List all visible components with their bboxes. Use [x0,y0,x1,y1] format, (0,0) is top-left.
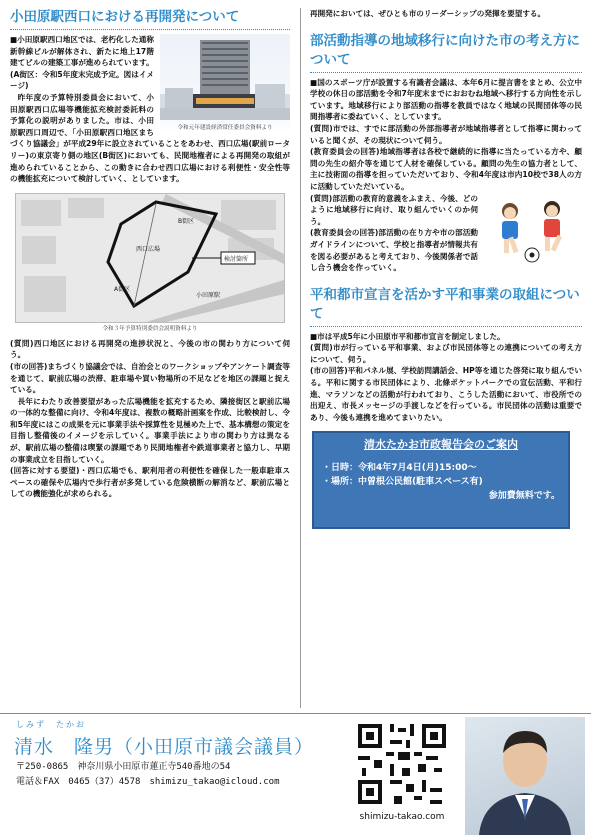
club-activity-heading: 部活動指導の地域移行に向けた市の考え方について [310,32,582,73]
redevelopment-heading: 小田原駅西口における再開発について [10,8,290,30]
councillor-name: 清水 隆男（小田原市議会議員） [14,736,315,758]
redevelopment-question: (質問)西口地区における再開発の進捗状況と、今後の市の関わり方について伺う。 [10,338,290,360]
map-label-station: 小田原駅 [196,291,221,299]
phone-email: 電話＆FAX 0465（37）4578 shimizu_takao@icloud.com [16,777,280,787]
soccer-kids-illustration [482,197,582,267]
club-question-2: (質問)部活動の教育的意義をふまえ、今後、どのように地域移行に向け、取り組んでいくのか伺う。 [310,193,478,226]
notice-fee: 参加費無料です。 [488,491,560,502]
map-label-plaza: 西口広場 [136,245,161,253]
peace-answer: (市の回答)平和パネル展、学校訪問講話会、HP等を通じた啓発に取り組んでいる。平和に関する市民団体により、北條ポケットパークでの宣伝活動、平和行進、マラソンなどの活動が行われており、こうした活動において、市役所での出迎え、市長メッセージの手渡しなどを行っている。市民団体の活動は重要であり、今後も連携を進めてまいりたい。 [310,366,582,422]
footer [0,713,591,838]
club-answer-2: (教育委員会の回答)部活動の在り方や市の部活動ガイドラインについて、学校と指導者が情報共有を図る必要があると考えており、今後関係者で話し合う機会を作っていく。 [310,228,478,273]
report-meeting-notice [312,431,570,529]
map-label-a-block: A街区 [114,285,131,293]
redevelopment-budget-text: 昨年度の予算特別委員会において、小田原駅西口広場等機能拡充検討委託料の予算化の説明がありました。市は、小田原駅西口周辺で、「小田原駅西口地区まちづくり協議会」が平成29年に設立されていることをあわせ、西口広場(駅前ロータリー)の東京寄り側の地区(B街区)においても、民間地権者による再開発の取組が進められていることから、この動きに合わせ西口広場における利便性・安全性等の機能拡充について検討していく、としています。 [10,92,290,184]
redevelopment-intro: ■小田原駅西口地区では、老朽化した通称新幹線ビルが解体され、新たに地上17階建てビルの建築工事が進められています。 [10,35,154,68]
building-rendering-image [160,34,290,129]
councillor-portrait [465,717,585,835]
club-answer-1: (教育委員会の回答)地域指導者は各校で継続的に指導に当たっている方や、顧問の先生の紹介等を通じて人材を確保している。顧問の先生の協力者として、主に技術面の指導を担っていただいており、令和4年度は市内10校で38人の方に活動していただいている。 [310,147,582,191]
peace-intro: ■市は平成5年に小田原市平和都市宣言を制定しました。 [310,331,505,341]
map-label-study-area: 検討箇所 [224,255,249,263]
name-reading: しみず たかお [16,720,86,729]
redevelopment-answer-detail: 長年にわたり改善要望があった広場機能を拡充するため、隣接街区と駅前広場の一体的な整備に向け、令和4年度は、複数の概略計画案を作成、比較検討し、令和5年度にはこの成果を元に事業手法や採算性を見極めた上で、基本構想の策定を目指し整備後のイメージを示していく。事業手法により市の関わり方は異なるが、駅前広場の整備は喫緊の課題であり民間地権者や鉄道事業者と協力し、早期の事業成立を目指していく。 [10,396,290,464]
redevelopment-request-cont: 再開発においては、ぜひとも市のリーダーシップの発揮を要望する。 [310,9,546,18]
redevelopment-answer: (市の回答)まちづくり協議会では、自治会とのワークショップやアンケート調査等を通じて、駅前広場の渋滞、駐車場や買い物場所の不足などを地区の課題と捉えている。 [10,361,290,395]
map-caption: 令和３年予算特別委員会説明資料より [102,325,198,332]
club-question-1: (質問)市では、すでに部活動の外部指導者が地域指導者として指導に関わっていると聞くが、その現状について伺う。 [310,123,582,145]
notice-date: ・日時：令和4年7月4日(月)15:00～ [322,463,477,474]
building-photo-caption: 令和元年建設経済常任委員会資料より [177,125,273,131]
notice-title: 清水たかお市政報告会のご案内 [364,438,518,452]
redevelopment-request: (回答に対する要望)・西口広場でも、駅利用者の利便性を確保した一般車駐車スペースの確保や広場内で歩行者が多発している危険横断の解消など、駅前広場としての機能強化が求められる。 [10,466,290,499]
qr-code[interactable] [354,720,450,808]
notice-place: ・場所：中曽根公民館(駐車スペース有) [322,477,483,488]
peace-question: (質問)市が行っている平和事業、および市民団体等との連携についての考え方について、伺う。 [310,343,582,364]
redevelopment-note: (A街区：令和5年度末完成予定。図はイメージ) [10,69,154,91]
contact-info [16,760,279,790]
website-url[interactable]: shimizu-takao.com [359,812,445,822]
left-column [10,8,290,500]
club-intro: ■国のスポーツ庁が設置する有識者会議は、本年6月に提言書をまとめ、公立中学校の休日の部活動を令和7年度末までにおおむね地域へ移行する方向性を示しています。地域移行により部活動の指導を教員ではなく地域の民間団体等の民間指導者に委ねていく、としています。 [310,77,582,122]
right-column [310,8,582,529]
peace-heading: 平和都市宣言を活かす平和事業の取組について [310,286,582,327]
site-map [15,193,285,323]
postal-address: 〒250-0865 神奈川県小田原市蓮正寺540番地の54 [16,762,231,772]
map-label-b-block: B街区 [178,217,195,225]
column-divider [300,8,301,708]
